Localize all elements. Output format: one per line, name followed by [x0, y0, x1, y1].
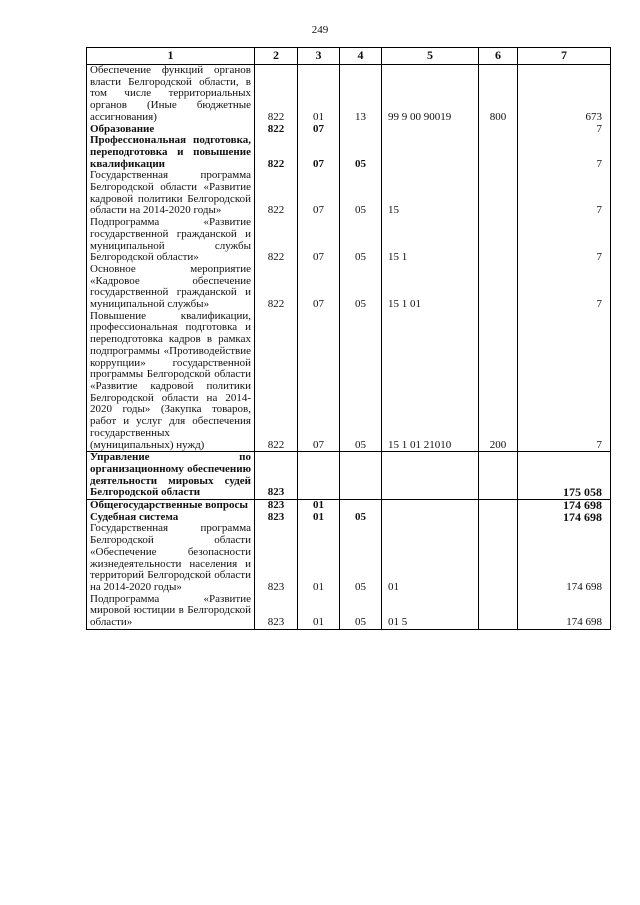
- table-row: [87, 170, 611, 217]
- row-expense-type: [479, 594, 518, 630]
- row-admin-code: 822: [255, 264, 298, 311]
- row-admin-code: 823: [255, 594, 298, 630]
- row-subsection-code: 05: [340, 594, 382, 630]
- header-row: [87, 48, 611, 65]
- page-number: 249: [311, 24, 329, 36]
- row-admin-code: 823: [255, 512, 298, 524]
- row-amount: 7: [518, 124, 611, 136]
- row-name: Подпрограмма «Развитие государственной гражданской и муниципальной службы Белгородской области»: [87, 217, 255, 264]
- row-name: Основное мероприятие «Кадровое обеспечение государственной гражданской и муниципальной службы»: [87, 264, 255, 311]
- table-row: [87, 264, 611, 311]
- row-amount: 7: [518, 170, 611, 217]
- row-admin-code: 822: [255, 311, 298, 452]
- row-subsection-code: 05: [340, 512, 382, 524]
- row-amount: 7: [518, 217, 611, 264]
- row-subsection-code: 05: [340, 170, 382, 217]
- row-amount: 174 698: [518, 512, 611, 524]
- row-subsection-code: 05: [340, 135, 382, 170]
- row-name: Управление по организационному обеспечению деятельности мировых судей Белгородской области: [87, 452, 255, 500]
- column-header: 1: [87, 48, 255, 65]
- row-target-article: [382, 124, 479, 136]
- column-header: 2: [255, 48, 298, 65]
- row-subsection-code: 05: [340, 523, 382, 593]
- row-target-article: 15 1 01: [382, 264, 479, 311]
- row-subsection-code: [340, 452, 382, 500]
- row-target-article: 15: [382, 170, 479, 217]
- row-amount: 174 698: [518, 500, 611, 512]
- row-expense-type: 200: [479, 311, 518, 452]
- row-name: Профессиональная подготовка, переподготовка и повышение квалификации: [87, 135, 255, 170]
- row-admin-code: 823: [255, 523, 298, 593]
- row-expense-type: [479, 135, 518, 170]
- row-expense-type: [479, 217, 518, 264]
- row-amount: 7: [518, 135, 611, 170]
- table-row: [87, 65, 611, 124]
- table-row: [87, 311, 611, 452]
- row-target-article: [382, 135, 479, 170]
- budget-table: [86, 47, 611, 630]
- column-header: 5: [382, 48, 479, 65]
- row-admin-code: 822: [255, 217, 298, 264]
- row-admin-code: 822: [255, 170, 298, 217]
- table-row: [87, 217, 611, 264]
- row-subsection-code: 05: [340, 217, 382, 264]
- row-target-article: 01: [382, 523, 479, 593]
- row-amount: 175 058: [518, 452, 611, 500]
- row-section-code: 01: [298, 512, 340, 524]
- row-name: Подпрограмма «Развитие мировой юстиции в Белгородской области»: [87, 594, 255, 630]
- row-section-code: 01: [298, 65, 340, 124]
- row-expense-type: [479, 124, 518, 136]
- row-name: Судебная система: [87, 512, 255, 524]
- row-subsection-code: [340, 500, 382, 512]
- row-amount: 174 698: [518, 594, 611, 630]
- row-section-code: 07: [298, 170, 340, 217]
- row-subsection-code: [340, 124, 382, 136]
- row-expense-type: [479, 452, 518, 500]
- row-section-code: 07: [298, 311, 340, 452]
- row-admin-code: 822: [255, 124, 298, 136]
- row-subsection-code: 05: [340, 311, 382, 452]
- row-subsection-code: 05: [340, 264, 382, 311]
- row-name: Обеспечение функций органов власти Белгородской области, в том числе территориальных органов (Иные бюджетные ассигнования): [87, 65, 255, 124]
- row-admin-code: 822: [255, 135, 298, 170]
- row-admin-code: 823: [255, 452, 298, 500]
- table-body: [87, 65, 611, 630]
- row-admin-code: 822: [255, 65, 298, 124]
- row-amount: 7: [518, 264, 611, 311]
- row-expense-type: [479, 523, 518, 593]
- row-expense-type: [479, 264, 518, 311]
- row-amount: 7: [518, 311, 611, 452]
- row-target-article: 99 9 00 90019: [382, 65, 479, 124]
- row-section-code: 01: [298, 523, 340, 593]
- row-section-code: 01: [298, 500, 340, 512]
- row-section-code: 07: [298, 124, 340, 136]
- table-row: [87, 523, 611, 593]
- table-row: [87, 135, 611, 170]
- row-name: Повышение квалификации, профессиональная подготовка и переподготовка кадров в рамках подпрограммы «Противодействие коррупции» государственной программы Белгородской области «Развитие кадровой политики Белгородской области на 2014-2020 годы» (Закупка товаров, работ и услуг для обеспечения государственных (муниципальных) нужд): [87, 311, 255, 452]
- row-admin-code: 823: [255, 500, 298, 512]
- row-expense-type: [479, 500, 518, 512]
- row-section-code: [298, 452, 340, 500]
- row-section-code: 07: [298, 217, 340, 264]
- column-header: 6: [479, 48, 518, 65]
- row-section-code: 07: [298, 264, 340, 311]
- row-target-article: 01 5: [382, 594, 479, 630]
- row-amount: 673: [518, 65, 611, 124]
- row-name: Образование: [87, 124, 255, 136]
- table-row: [87, 594, 611, 630]
- row-target-article: [382, 512, 479, 524]
- row-target-article: [382, 500, 479, 512]
- row-expense-type: 800: [479, 65, 518, 124]
- row-expense-type: [479, 170, 518, 217]
- column-header: 7: [518, 48, 611, 65]
- column-header: 3: [298, 48, 340, 65]
- row-expense-type: [479, 512, 518, 524]
- table-row: [87, 452, 611, 500]
- row-subsection-code: 13: [340, 65, 382, 124]
- row-target-article: 15 1 01 21010: [382, 311, 479, 452]
- row-name: Общегосударственные вопросы: [87, 500, 255, 512]
- row-name: Государственная программа Белгородской области «Развитие кадровой политики Белгородской области на 2014-2020 годы»: [87, 170, 255, 217]
- row-target-article: [382, 452, 479, 500]
- row-target-article: 15 1: [382, 217, 479, 264]
- row-amount: 174 698: [518, 523, 611, 593]
- column-header: 4: [340, 48, 382, 65]
- table-row: [87, 500, 611, 512]
- row-section-code: 07: [298, 135, 340, 170]
- row-name: Государственная программа Белгородской области «Обеспечение безопасности жизнедеятельности населения и территорий Белгородской области на 2014-2020 годы»: [87, 523, 255, 593]
- row-section-code: 01: [298, 594, 340, 630]
